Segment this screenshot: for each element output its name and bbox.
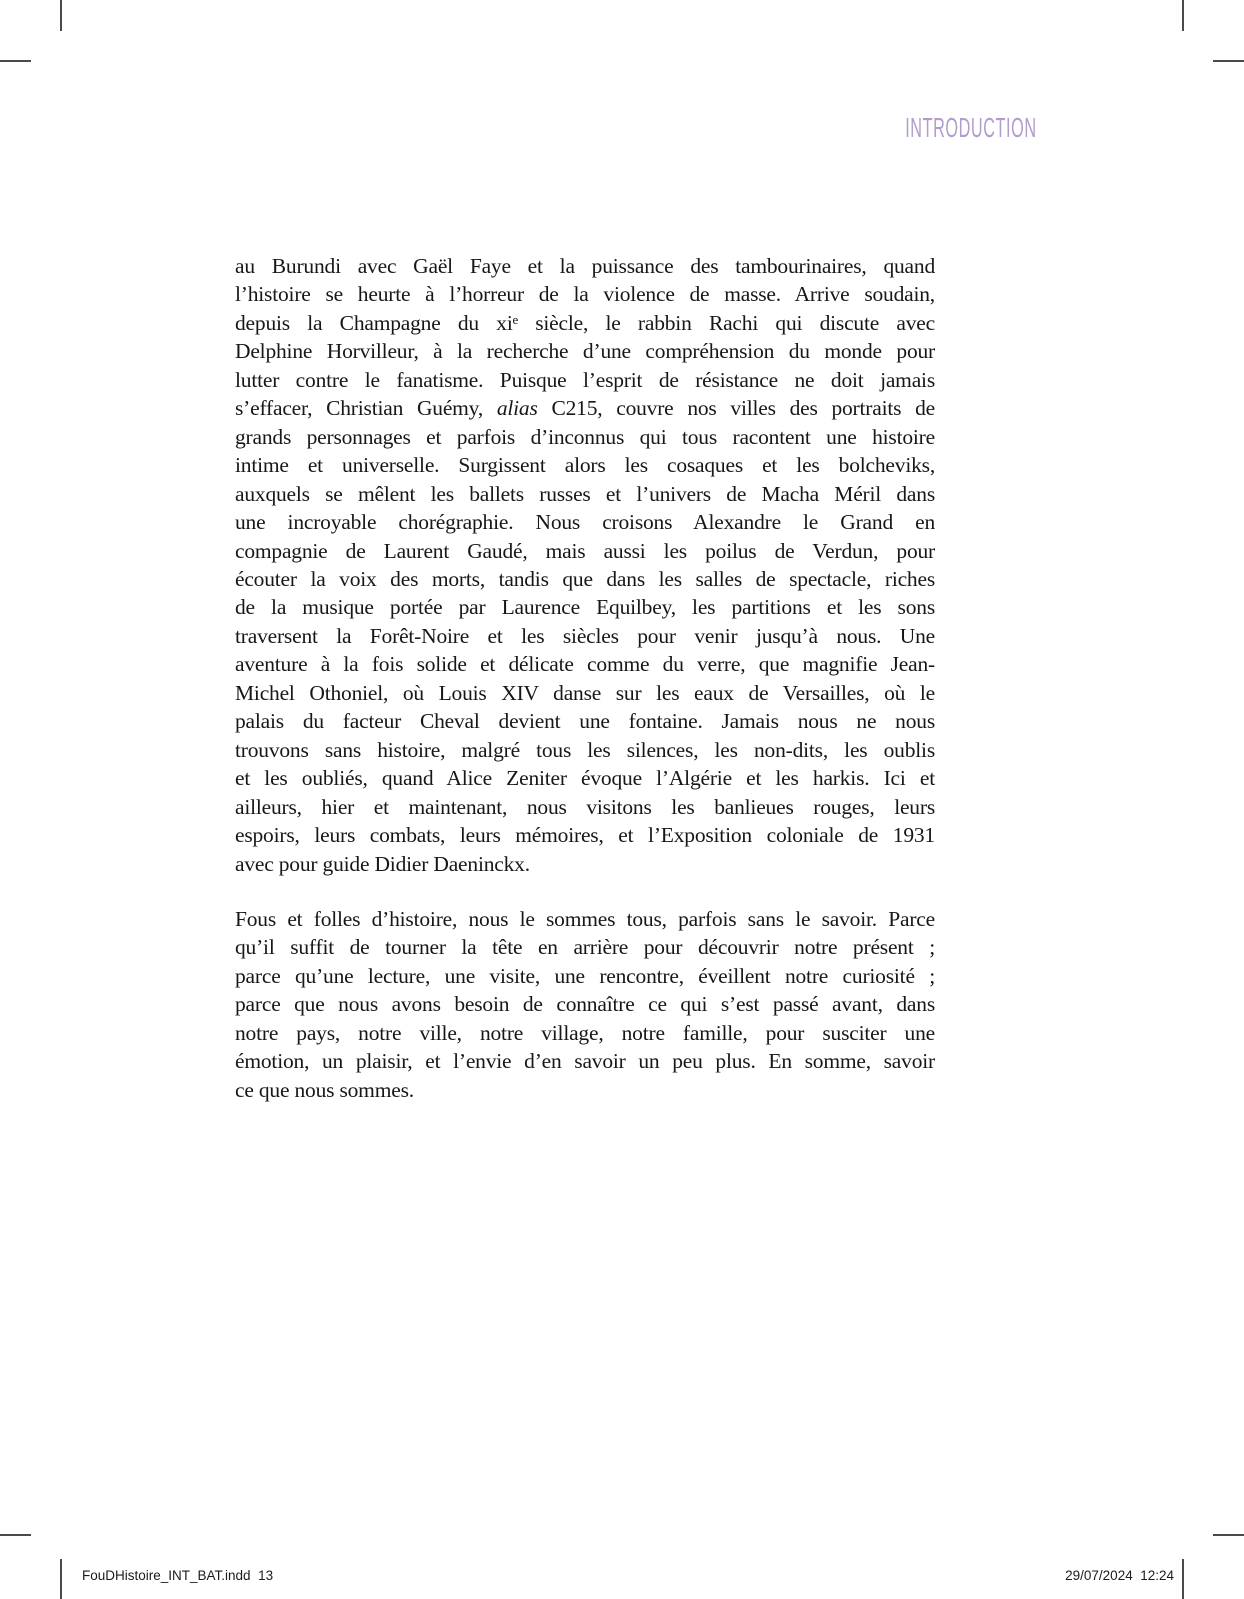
crop-mark-bottom-left-vertical xyxy=(60,1559,62,1599)
text-line: grands personnages et parfois d’inconnus qui tous racontent une histoire xyxy=(235,424,935,449)
text-line: espoirs, leurs combats, leurs mémoires, et l’Exposition coloniale de 1931 xyxy=(235,823,935,848)
text-line: parce que nous avons besoin de connaître ce qui s’est passé avant, dans xyxy=(235,992,935,1017)
crop-mark-top-left-vertical xyxy=(60,0,62,31)
text-line: parce qu’une lecture, une visite, une rencontre, éveillent notre curiosité ; xyxy=(235,963,935,988)
text-line: lutter contre le fanatisme. Puisque l’esprit de résistance ne doit jamais xyxy=(235,367,935,392)
text-line: Michel Othoniel, où Louis XIV danse sur les eaux de Versailles, où le xyxy=(235,680,935,705)
text-line: qu’il suffit de tourner la tête en arrière pour découvrir notre présent ; xyxy=(235,935,935,960)
text-line: au Burundi avec Gaël Faye et la puissance des tambourinaires, quand xyxy=(235,254,935,278)
crop-mark-bottom-right-vertical xyxy=(1182,1559,1184,1599)
text-line: Fous et folles d’histoire, nous le sommes tous, parfois sans le savoir. Parce xyxy=(235,906,935,931)
text-line: aventure à la fois solide et délicate comme du verre, que magnifie Jean- xyxy=(235,652,935,677)
paragraph xyxy=(235,252,935,878)
slug-timestamp: 29/07/2024 12:24 xyxy=(1065,1568,1174,1583)
text-line: l’histoire se heurte à l’horreur de la violence de masse. Arrive soudain, xyxy=(235,282,935,307)
text-line: avec pour guide Didier Daeninckx. xyxy=(235,851,530,876)
crop-mark-top-right-horizontal xyxy=(1213,60,1244,62)
text-line: écouter la voix des morts, tandis que dans les salles de spectacle, riches xyxy=(235,566,935,591)
text-line: palais du facteur Cheval devient une fontaine. Jamais nous ne nous xyxy=(235,709,935,734)
text-line: s’effacer, Christian Guémy, alias C215, couvre nos villes des portraits de xyxy=(235,396,935,421)
text-line: auxquels se mêlent les ballets russes et l’univers de Macha Méril dans xyxy=(235,481,935,506)
text-line: ailleurs, hier et maintenant, nous visitons les banlieues rouges, leurs xyxy=(235,794,935,819)
text-line: de la musique portée par Laurence Equilbey, les partitions et les sons xyxy=(235,595,935,620)
slug-filename: FouDHistoire_INT_BAT.indd 13 xyxy=(82,1568,274,1583)
text-line: une incroyable chorégraphie. Nous croisons Alexandre le Grand en xyxy=(235,510,935,535)
text-line: intime et universelle. Surgissent alors les cosaques et les bolcheviks, xyxy=(235,453,935,478)
text-line: et les oubliés, quand Alice Zeniter évoque l’Algérie et les harkis. Ici et xyxy=(235,766,935,791)
crop-mark-top-left-horizontal xyxy=(0,60,31,62)
text-line: trouvons sans histoire, malgré tous les silences, les non-dits, les oublis xyxy=(235,737,935,762)
crop-mark-bottom-left-horizontal xyxy=(0,1534,31,1536)
text-line: Delphine Horvilleur, à la recherche d’une compréhension du monde pour xyxy=(235,339,935,364)
text-line: depuis la Champagne du xiᵉ siècle, le rabbin Rachi qui discute avec xyxy=(235,310,935,335)
text-line: émotion, un plaisir, et l’envie d’en savoir un peu plus. En somme, savoir xyxy=(235,1049,935,1074)
text-line: compagnie de Laurent Gaudé, mais aussi les poilus de Verdun, pour xyxy=(235,538,935,563)
running-head-title: INTRODUCTION xyxy=(905,112,1037,143)
crop-mark-bottom-right-horizontal xyxy=(1213,1534,1244,1536)
paragraph xyxy=(235,905,935,1104)
text-line: ce que nous sommes. xyxy=(235,1077,414,1102)
text-line: traversent la Forêt-Noire et les siècles pour venir jusqu’à nous. Une xyxy=(235,623,935,648)
body-text xyxy=(235,252,935,1104)
text-line: notre pays, notre ville, notre village, notre famille, pour susciter une xyxy=(235,1020,935,1045)
crop-mark-top-right-vertical xyxy=(1182,0,1184,31)
